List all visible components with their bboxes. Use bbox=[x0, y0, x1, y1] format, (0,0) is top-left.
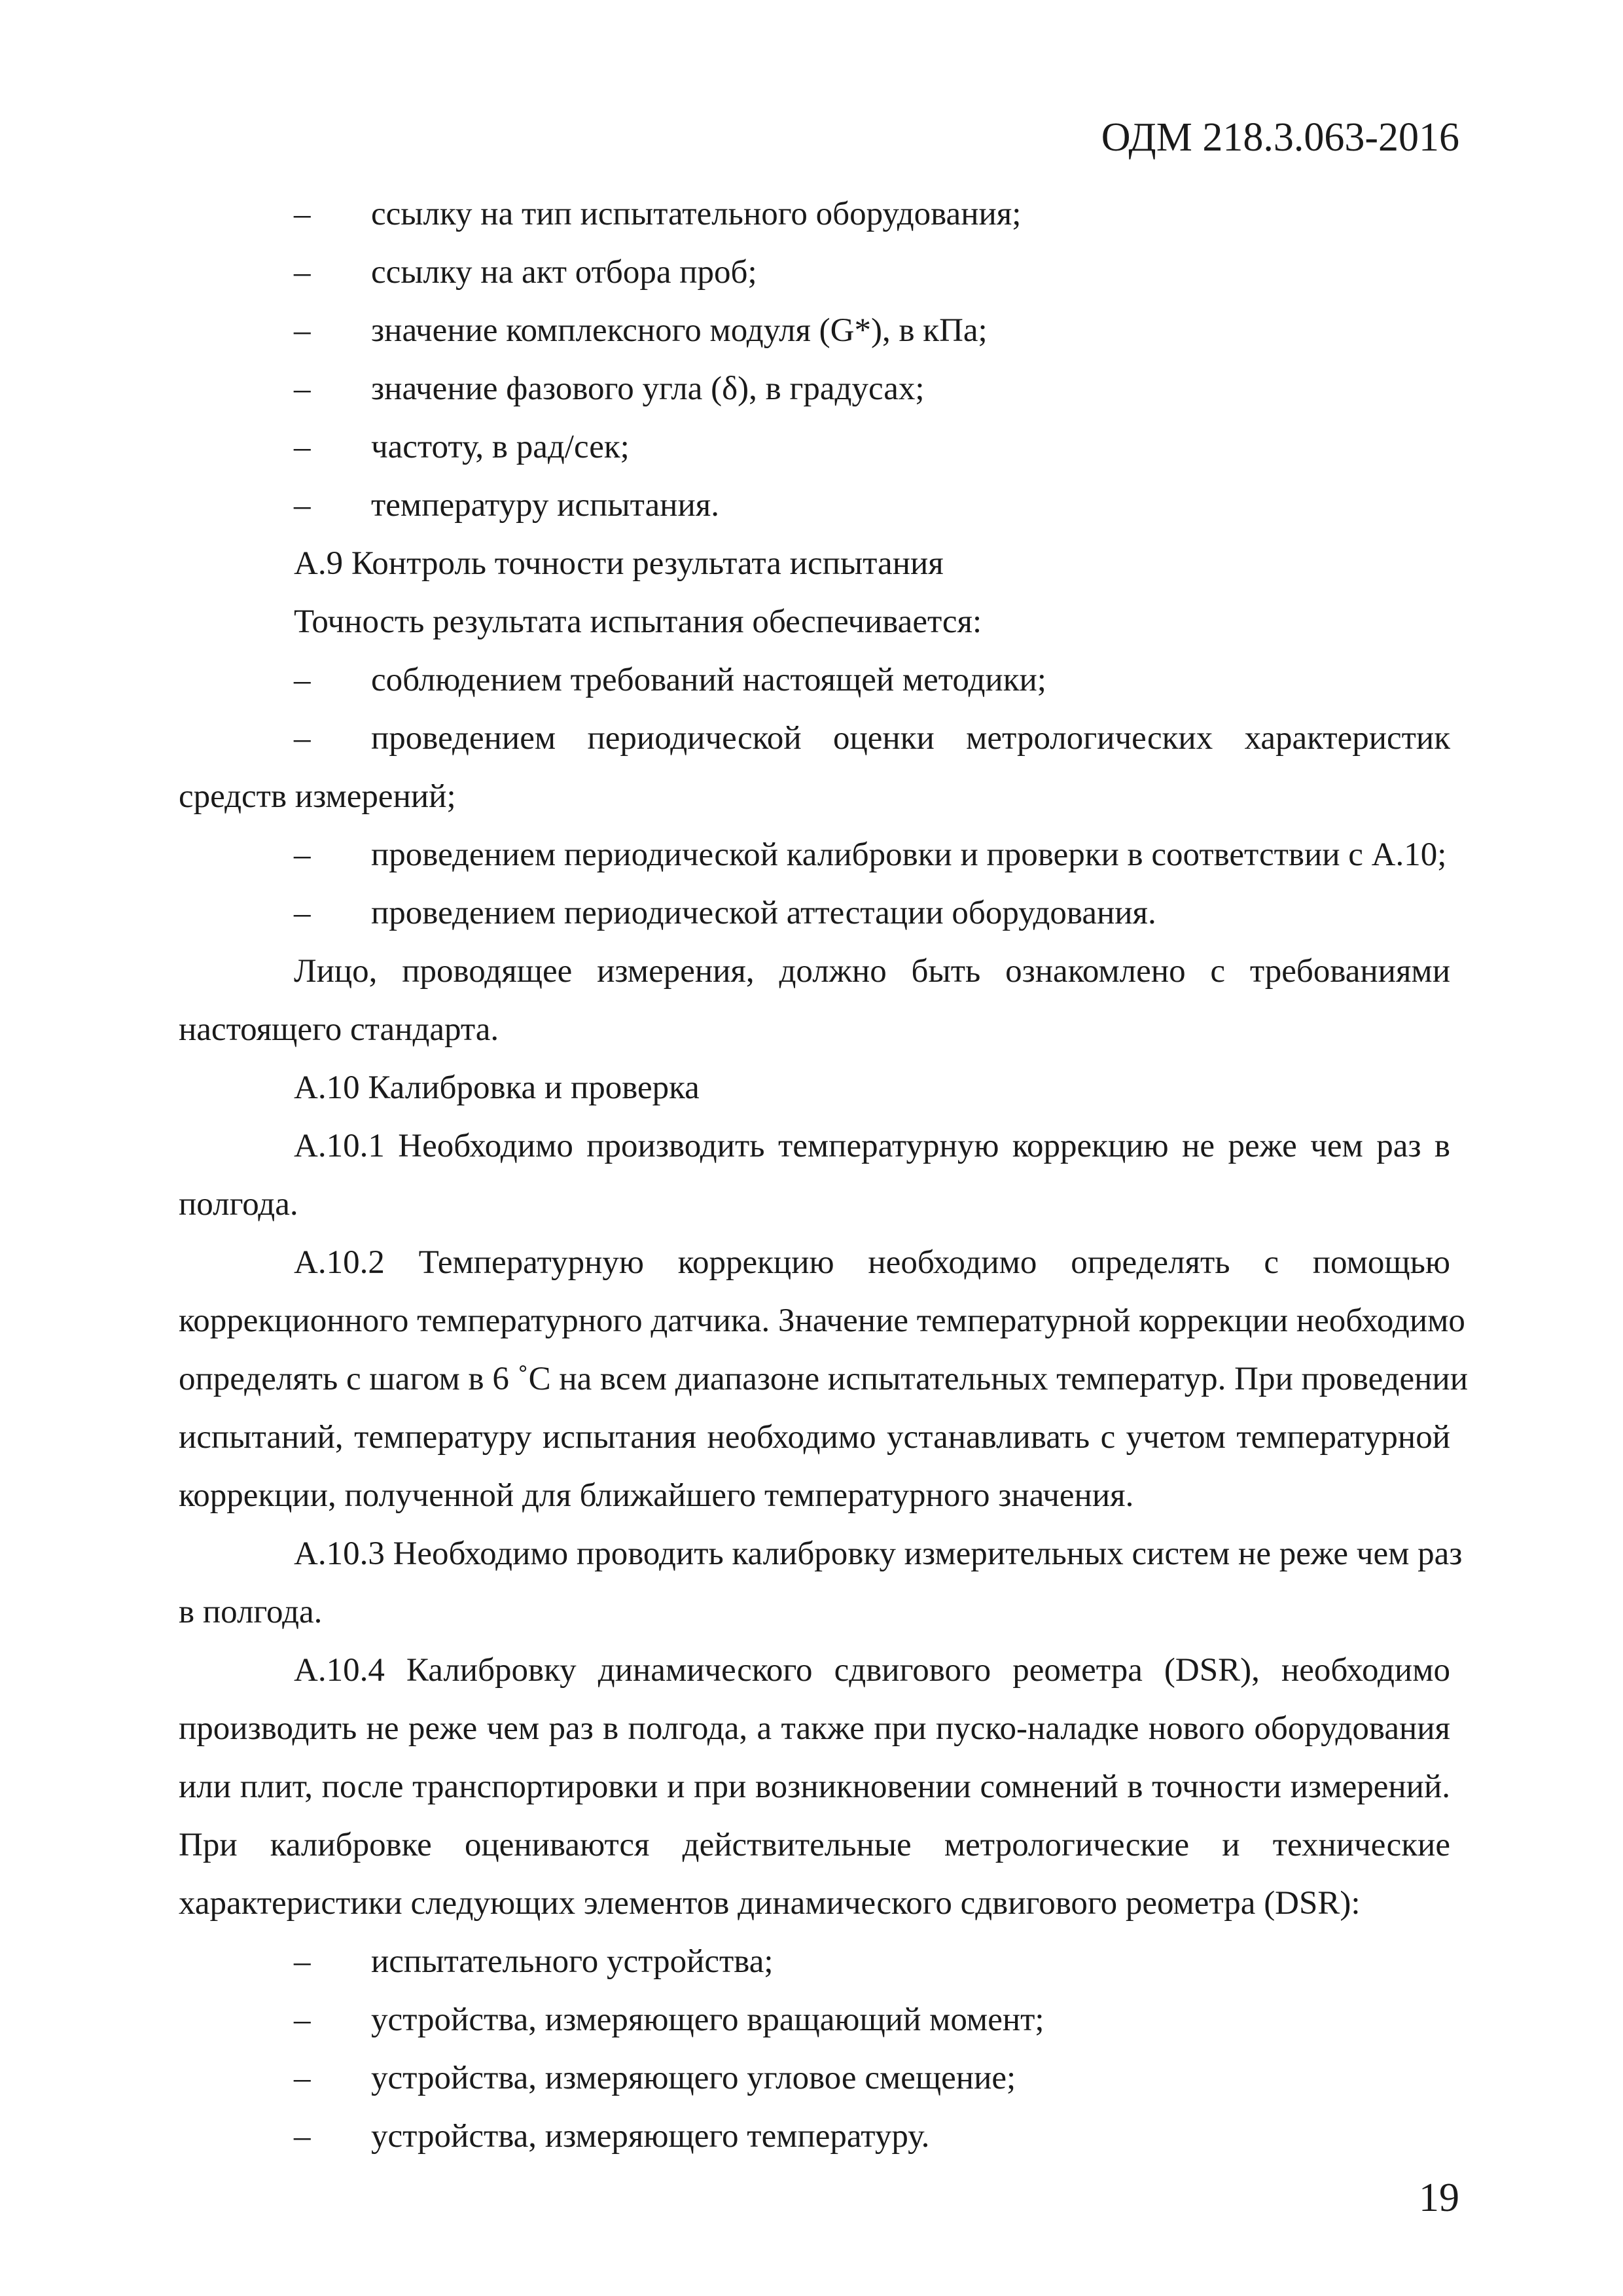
paragraph-continuation: коррекции, полученной для ближайшего температурного значения. bbox=[179, 1477, 1134, 1514]
paragraph-a10-4: А.10.4 Калибровку динамического сдвигового реометра (DSR), необходимо bbox=[294, 1652, 1450, 1689]
paragraph-continuation: коррекционного температурного датчика. Значение температурной коррекции необходимо bbox=[179, 1302, 1465, 1339]
list-item: – температуру испытания. bbox=[179, 476, 1450, 535]
dash-marker: – bbox=[294, 2060, 311, 2096]
paragraph-continuation: производить не реже чем раз в полгода, а также при пуско-наладке нового оборудования bbox=[179, 1710, 1450, 1747]
list-item: – значение фазового угла (δ), в градусах; bbox=[179, 360, 1450, 418]
paragraph-continuation: настоящего стандарта. bbox=[179, 1011, 499, 1048]
dash-marker: – bbox=[294, 487, 311, 524]
page-content bbox=[179, 185, 1468, 2166]
section-heading-a9: А.9 Контроль точности результата испытания bbox=[294, 545, 944, 582]
dash-marker: – bbox=[294, 662, 311, 698]
dash-marker: – bbox=[294, 2118, 311, 2155]
list-item: – устройства, измеряющего вращающий момент; bbox=[179, 1991, 1450, 2049]
paragraph-a10-1: А.10.1 Необходимо производить температурную коррекцию не реже чем раз в bbox=[294, 1128, 1450, 1164]
list-item: – соблюдением требований настоящей методики; bbox=[179, 651, 1450, 709]
dash-marker: – bbox=[294, 895, 311, 931]
list-item: – испытательного устройства; bbox=[179, 1933, 1450, 1991]
paragraph-continuation: в полгода. bbox=[179, 1594, 323, 1630]
dash-marker: – bbox=[294, 2001, 311, 2038]
dash-marker: – bbox=[294, 1943, 311, 1980]
list-item: – устройства, измеряющего угловое смещение; bbox=[179, 2049, 1450, 2108]
dash-marker: – bbox=[294, 836, 311, 873]
list-item: – ссылку на тип испытательного оборудования; bbox=[179, 185, 1450, 243]
dash-marker: – bbox=[294, 370, 311, 407]
paragraph-continuation: определять с шагом в 6 ˚С на всем диапазоне испытательных температур. При проведении bbox=[179, 1361, 1468, 1397]
list-item: – проведением периодической калибровки и проверки в соответствии с А.10; bbox=[179, 826, 1450, 884]
dash-marker: – bbox=[294, 196, 311, 232]
paragraph-continuation: испытаний, температуру испытания необходимо устанавливать с учетом температурной bbox=[179, 1419, 1450, 1456]
dash-marker: – bbox=[294, 254, 311, 291]
document-code: ОДМ 218.3.063-2016 bbox=[1101, 115, 1459, 160]
list-item: – частоту, в рад/сек; bbox=[179, 418, 1450, 476]
paragraph: Лицо, проводящее измерения, должно быть ознакомлено с требованиями bbox=[294, 953, 1450, 990]
list-item: – значение комплексного модуля (G*), в кПа; bbox=[179, 302, 1450, 360]
dash-marker: – bbox=[294, 312, 311, 349]
list-item: – проведением периодической оценки метрологических характеристик bbox=[179, 709, 1450, 768]
list-item-continuation: средств измерений; bbox=[179, 778, 456, 815]
paragraph-continuation: характеристики следующих элементов динамического сдвигового реометра (DSR): bbox=[179, 1885, 1361, 1922]
dash-marker: – bbox=[294, 429, 311, 465]
list-item: – устройства, измеряющего температуру. bbox=[179, 2108, 1450, 2166]
page-number: 19 bbox=[1419, 2176, 1459, 2220]
paragraph-continuation: При калибровке оцениваются действительные метрологические и технические bbox=[179, 1827, 1450, 1863]
section-heading-a10: А.10 Калибровка и проверка bbox=[294, 1069, 700, 1106]
paragraph-a10-3: А.10.3 Необходимо проводить калибровку измерительных систем не реже чем раз bbox=[294, 1535, 1463, 1572]
paragraph-a10-2: А.10.2 Температурную коррекцию необходимо определять с помощью bbox=[294, 1244, 1450, 1281]
dash-marker: – bbox=[294, 720, 311, 757]
list-item: – проведением периодической аттестации оборудования. bbox=[179, 884, 1450, 942]
paragraph-continuation: или плит, после транспортировки и при возникновении сомнений в точности измерений. bbox=[179, 1768, 1450, 1805]
paragraph-continuation: полгода. bbox=[179, 1186, 298, 1223]
list-item: – ссылку на акт отбора проб; bbox=[179, 243, 1450, 302]
paragraph: Точность результата испытания обеспечивается: bbox=[294, 603, 982, 640]
